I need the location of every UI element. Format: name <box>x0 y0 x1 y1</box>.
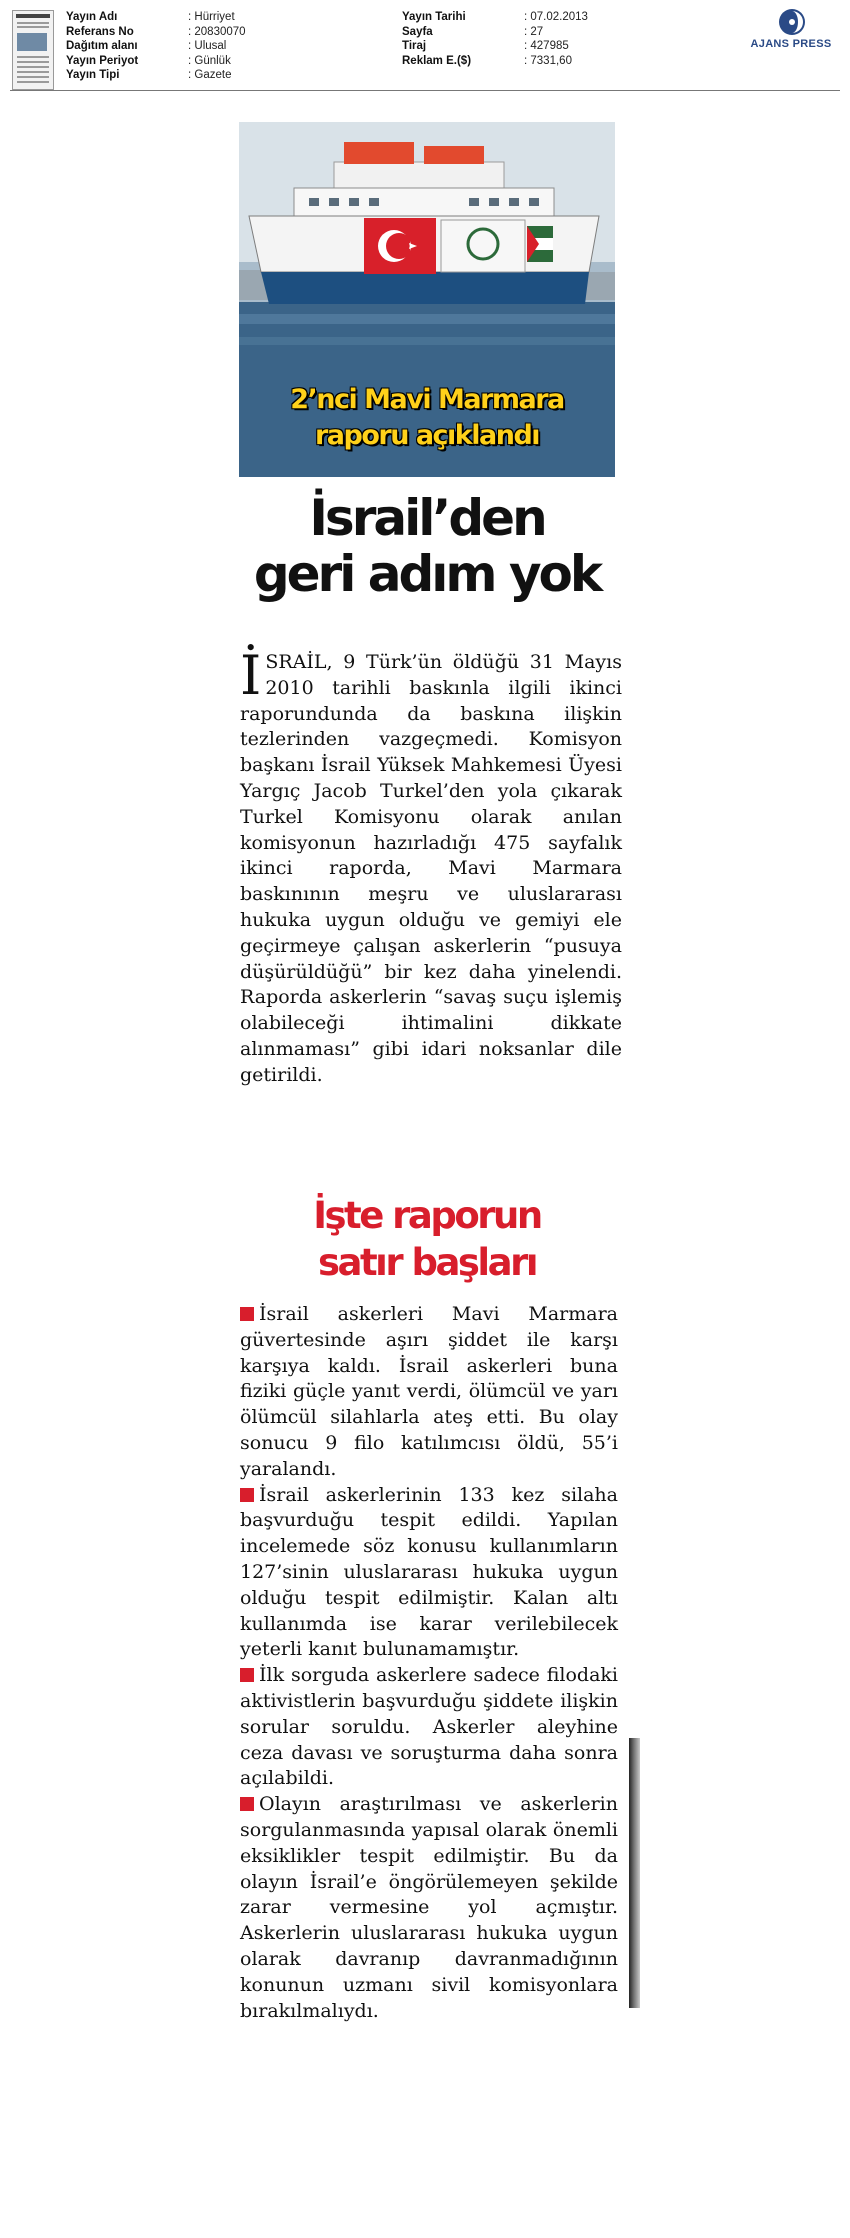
headline <box>239 490 615 602</box>
headline-line1: İsrail’den <box>309 489 545 547</box>
meta-row: Reklam E.($) : 7331,60 <box>402 54 572 67</box>
meta-row: Sayfa : 27 <box>402 25 544 38</box>
bullet-list <box>240 1302 618 2024</box>
publication-meta-left <box>66 10 246 83</box>
subhead <box>239 1192 615 1286</box>
bullet-square-icon <box>240 1307 254 1321</box>
bullet-item: İsrail askerleri Mavi Marmara güvertesinde aşırı şiddet ile karşı karşıya kaldı. İsrail askerleri buna fiziki güçle yanıt verdi, ölümcül ve yarı ölümcül silahlarla ateş etti. Bu olay sonucu 9 filo katılımcısı öldü, 55’i yaralandı. <box>240 1303 618 1480</box>
meta-row: Referans No : 20830070 <box>66 25 246 38</box>
meta-row: Yayın Periyot : Günlük <box>66 54 231 67</box>
ajans-press-logo-icon <box>778 8 806 36</box>
subhead-line2: satır başları <box>317 1241 537 1284</box>
meta-row: Dağıtım alanı : Ulusal <box>66 40 227 52</box>
meta-row: Yayın Tarihi : 07.02.2013 <box>402 11 588 23</box>
bullet-square-icon <box>240 1488 254 1502</box>
lead-paragraph <box>240 644 622 1089</box>
bullet-square-icon <box>240 1668 254 1682</box>
meta-row: Yayın Adı : Hürriyet <box>66 11 235 23</box>
bullet-item: İlk sorguda askerlere sadece filodaki aktivistlerin başvurduğu şiddete ilişkin sorular soruldu. Askerler aleyhine ceza davası ve soruşturma daha sonra açılabildi. <box>240 1664 618 1790</box>
drop-cap: İ <box>240 644 262 707</box>
photo-caption-line1: 2’nci Mavi Marmara <box>290 384 564 415</box>
ajans-press-logo <box>742 8 842 48</box>
bullet-item: Olayın araştırılması ve askerlerin sorgulanmasında yapısal olarak önemli eksiklikler tespit edilmiştir. Bu da olayın İsrail’e öngörülemeyen şekilde zarar vermesine yol açmıştır. Askerlerin uluslararası hukuka uygun olarak davranıp davranmadığının konunun uzmanı sivil komisyonlara bırakılmalıydı. <box>240 1793 618 2022</box>
meta-row: Tiraj : 427985 <box>402 40 569 52</box>
bullet-item: İsrail askerlerinin 133 kez silaha başvurduğu tespit edildi. Yapılan incelemede söz konusu kullanımların 127’sinin uluslararası hukuka uygun olduğu tespit edilmiştir. Kalan altı kullanımda ise karar verilebilecek yeterli kanıt bulunamamıştır. <box>240 1483 618 1661</box>
photo-caption-line2: raporu açıklandı <box>314 420 540 451</box>
clipping-header <box>0 0 850 92</box>
subhead-line1: İşte raporun <box>313 1194 541 1237</box>
logo-text: AJANS PRESS <box>750 38 832 50</box>
header-divider <box>10 90 840 91</box>
headline-line2: geri adım yok <box>253 545 601 603</box>
adjacent-photo-edge <box>629 1738 640 2008</box>
lead-text: SRAİL, 9 Türk’ün öldüğü 31 Mayıs 2010 tarihli baskınla ilgili ikinci raporundunda da baskına ilişkin tezlerinden vazgeçmedi. Komisyon başkanı İsrail Yüksek Mahkemesi Üyesi Yargıç Jacob Turkel’den yola çıkarak Turkel Komisyonu olarak anılan komisyonun hazırladığı 475 sayfalık ikinci raporda, Mavi Marmara baskınının meşru ve uluslararası hukuka uygun olduğu ve gemiyi ele geçirmeye çalışan askerlerin “pusuya düşürüldüğü” bir kez daha yinelendi. Raporda askerlerin “savaş suçu işlemiş olabileceği ihtimalini dikkate alınmaması” gibi idari noksanlar dile getirildi. <box>240 651 622 1086</box>
ship-photo <box>239 122 615 477</box>
newspaper-thumbnail <box>12 10 54 90</box>
publication-meta-right <box>402 10 588 68</box>
meta-row: Yayın Tipi : Gazete <box>66 69 232 81</box>
bullet-square-icon <box>240 1797 254 1811</box>
